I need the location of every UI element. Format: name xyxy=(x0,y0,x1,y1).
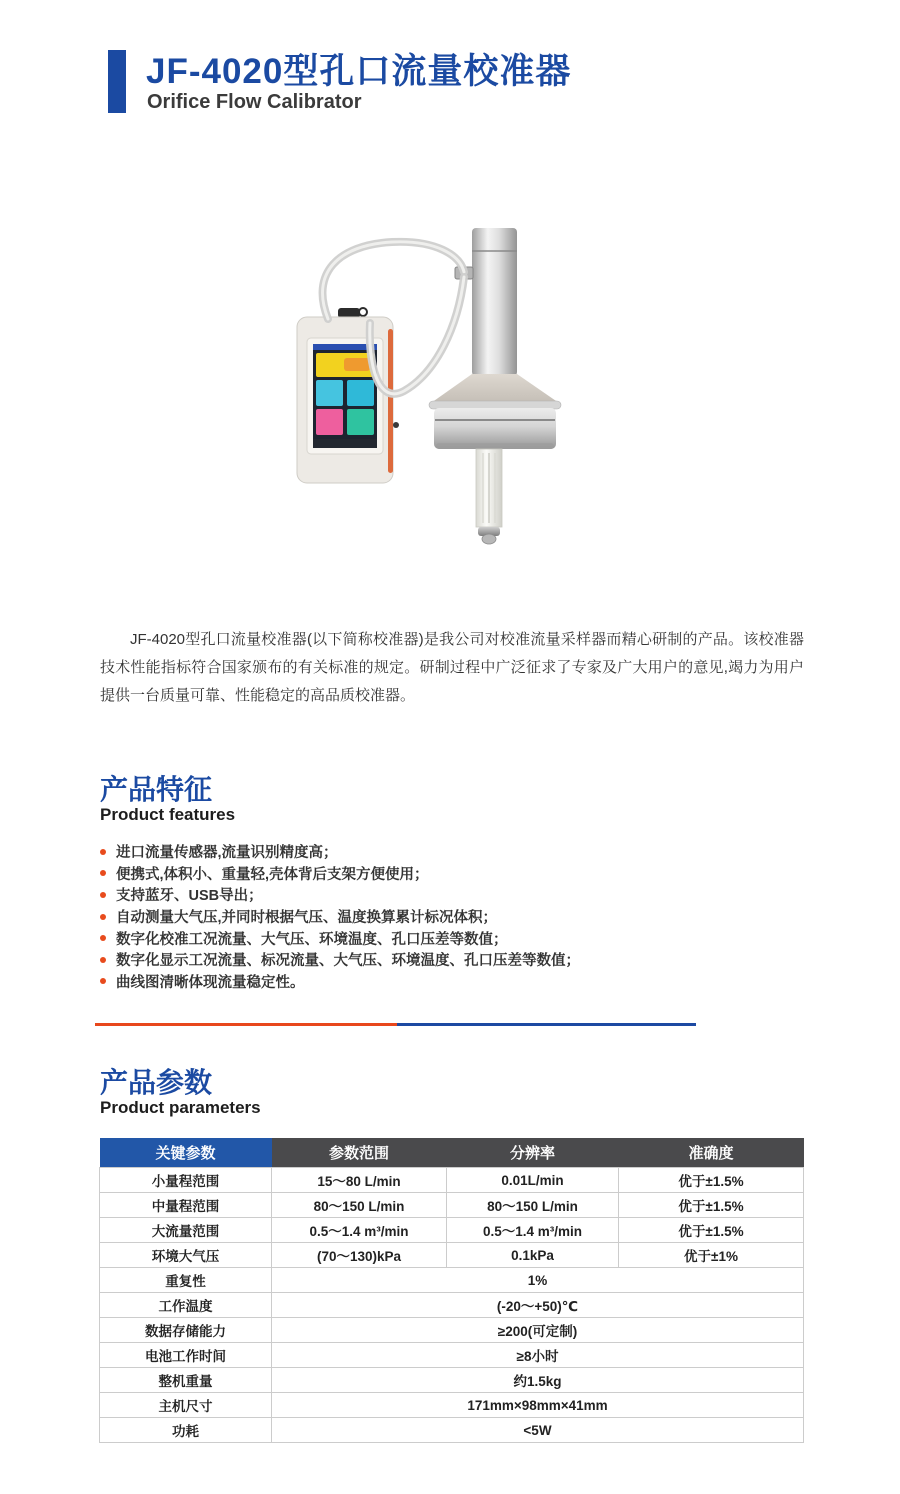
param-name-cell: 工作温度 xyxy=(100,1293,272,1318)
param-value-cell: 15～80 L/min xyxy=(272,1168,447,1193)
funnel-cone xyxy=(431,374,559,403)
intro-paragraph: JF-4020型孔口流量校准器(以下简称校准器)是我公司对校准流量采样器而精心研制的产品。该校准器技术性能指标符合国家颁布的有关标准的规定。研制过程中广泛征求了专家及广大用户的意见,竭力为用户提供一台质量可靠、性能稳定的高品质校准器。 xyxy=(100,631,804,704)
controller-orange-edge xyxy=(388,329,393,473)
feature-item xyxy=(100,906,580,928)
param-value-cell: ≥8小时 xyxy=(272,1343,804,1368)
feature-text: 数字化显示工况流量、标况流量、大气压、环境温度、孔口压差等数值； xyxy=(116,953,580,970)
feature-item xyxy=(100,971,580,993)
param-name-cell: 电池工作时间 xyxy=(100,1343,272,1368)
cylinder-body xyxy=(472,228,517,376)
table-row xyxy=(100,1268,804,1293)
table-header-cell: 关键参数 xyxy=(100,1138,272,1168)
feature-text: 数字化校准工况流量、大气压、环境温度、孔口压差等数值； xyxy=(116,931,508,948)
product-photo xyxy=(250,215,670,575)
divider-blue-segment xyxy=(397,1023,696,1026)
param-value-cell: 优于±1.5% xyxy=(619,1218,804,1243)
side-button xyxy=(393,422,399,428)
feature-text: 曲线图清晰体现流量稳定性。 xyxy=(116,974,305,991)
feature-item xyxy=(100,841,580,863)
screen-tile-pink xyxy=(316,409,343,435)
bullet-icon xyxy=(100,914,106,920)
disc-brim xyxy=(429,401,561,409)
bullet-icon xyxy=(100,978,106,984)
bullet-icon xyxy=(100,892,106,898)
section-divider xyxy=(95,1023,696,1026)
bullet-icon xyxy=(100,849,106,855)
param-name-cell: 数据存储能力 xyxy=(100,1318,272,1343)
orifice-disc xyxy=(434,408,556,449)
param-value-cell: 0.5～1.4 m³/min xyxy=(447,1218,619,1243)
features-list xyxy=(100,841,580,992)
screen-button-orange xyxy=(344,358,370,371)
bullet-icon xyxy=(100,935,106,941)
probe xyxy=(476,449,502,544)
param-name-cell: 中量程范围 xyxy=(100,1193,272,1218)
param-name-cell: 小量程范围 xyxy=(100,1168,272,1193)
param-value-cell: (70～130)kPa xyxy=(272,1243,447,1268)
param-value-cell: 优于±1.5% xyxy=(619,1168,804,1193)
param-name-cell: 环境大气压 xyxy=(100,1243,272,1268)
handheld-controller xyxy=(297,308,399,483)
device-screen xyxy=(313,344,377,448)
table-header-cell: 分辨率 xyxy=(447,1138,619,1168)
feature-item xyxy=(100,863,580,885)
feature-text: 便携式,体积小、重量轻,壳体背后支架方便使用； xyxy=(116,866,429,883)
table-row xyxy=(100,1193,804,1218)
parameters-table xyxy=(99,1138,804,1443)
screen-tile-cyan-left xyxy=(316,380,343,406)
table-row xyxy=(100,1368,804,1393)
screen-tile-cyan-right xyxy=(347,380,374,406)
clip-ring xyxy=(359,308,367,316)
features-heading-zh: 产品特征 xyxy=(100,774,213,805)
param-value-cell: 0.5～1.4 m³/min xyxy=(272,1218,447,1243)
param-name-cell: 整机重量 xyxy=(100,1368,272,1393)
bullet-icon xyxy=(100,870,106,876)
table-row xyxy=(100,1218,804,1243)
param-value-cell: <5W xyxy=(272,1418,804,1443)
parameters-heading-en: Product parameters xyxy=(100,1098,261,1117)
feature-item xyxy=(100,927,580,949)
param-value-cell: 0.1kPa xyxy=(447,1243,619,1268)
param-name-cell: 大流量范围 xyxy=(100,1218,272,1243)
param-value-cell: 0.01L/min xyxy=(447,1168,619,1193)
parameters-heading-zh: 产品参数 xyxy=(100,1067,213,1098)
param-name-cell: 功耗 xyxy=(100,1418,272,1443)
param-value-cell: 约1.5kg xyxy=(272,1368,804,1393)
disc-bottom-shadow xyxy=(436,443,554,449)
divider-orange-segment xyxy=(95,1023,397,1026)
table-row xyxy=(100,1293,804,1318)
param-value-cell: (-20～+50)℃ xyxy=(272,1293,804,1318)
param-value-cell: ≥200(可定制) xyxy=(272,1318,804,1343)
param-name-cell: 重复性 xyxy=(100,1268,272,1293)
feature-text: 支持蓝牙、USB导出； xyxy=(116,888,263,905)
title-accent-bar xyxy=(108,50,126,113)
page-title: JF-4020型孔口流量校准器 xyxy=(146,52,572,91)
param-value-cell: 171mm×98mm×41mm xyxy=(272,1393,804,1418)
feature-item xyxy=(100,949,580,971)
table-row xyxy=(100,1393,804,1418)
parameters-table-head xyxy=(100,1138,804,1168)
param-value-cell: 80～150 L/min xyxy=(272,1193,447,1218)
param-name-cell: 主机尺寸 xyxy=(100,1393,272,1418)
parameters-table-body xyxy=(100,1168,804,1443)
param-value-cell: 优于±1% xyxy=(619,1243,804,1268)
feature-item xyxy=(100,884,580,906)
table-row xyxy=(100,1418,804,1443)
table-header-cell: 参数范围 xyxy=(272,1138,447,1168)
calibrator-unit xyxy=(429,228,561,544)
features-heading-en: Product features xyxy=(100,805,236,824)
table-header-cell: 准确度 xyxy=(619,1138,804,1168)
table-row xyxy=(100,1168,804,1193)
table-row xyxy=(100,1343,804,1368)
table-row xyxy=(100,1243,804,1268)
table-row xyxy=(100,1318,804,1343)
screen-tile-teal xyxy=(347,409,374,435)
bullet-icon xyxy=(100,957,106,963)
param-value-cell: 80～150 L/min xyxy=(447,1193,619,1218)
param-value-cell: 优于±1.5% xyxy=(619,1193,804,1218)
probe-tip-ball xyxy=(482,534,496,544)
param-value-cell: 1% xyxy=(272,1268,804,1293)
feature-text: 自动测量大气压,并同时根据气压、温度换算累计标况体积； xyxy=(116,910,498,927)
feature-text: 进口流量传感器,流量识别精度高； xyxy=(116,845,338,862)
page-subtitle: Orifice Flow Calibrator xyxy=(147,91,362,113)
screen-bottom-bar xyxy=(313,439,377,448)
